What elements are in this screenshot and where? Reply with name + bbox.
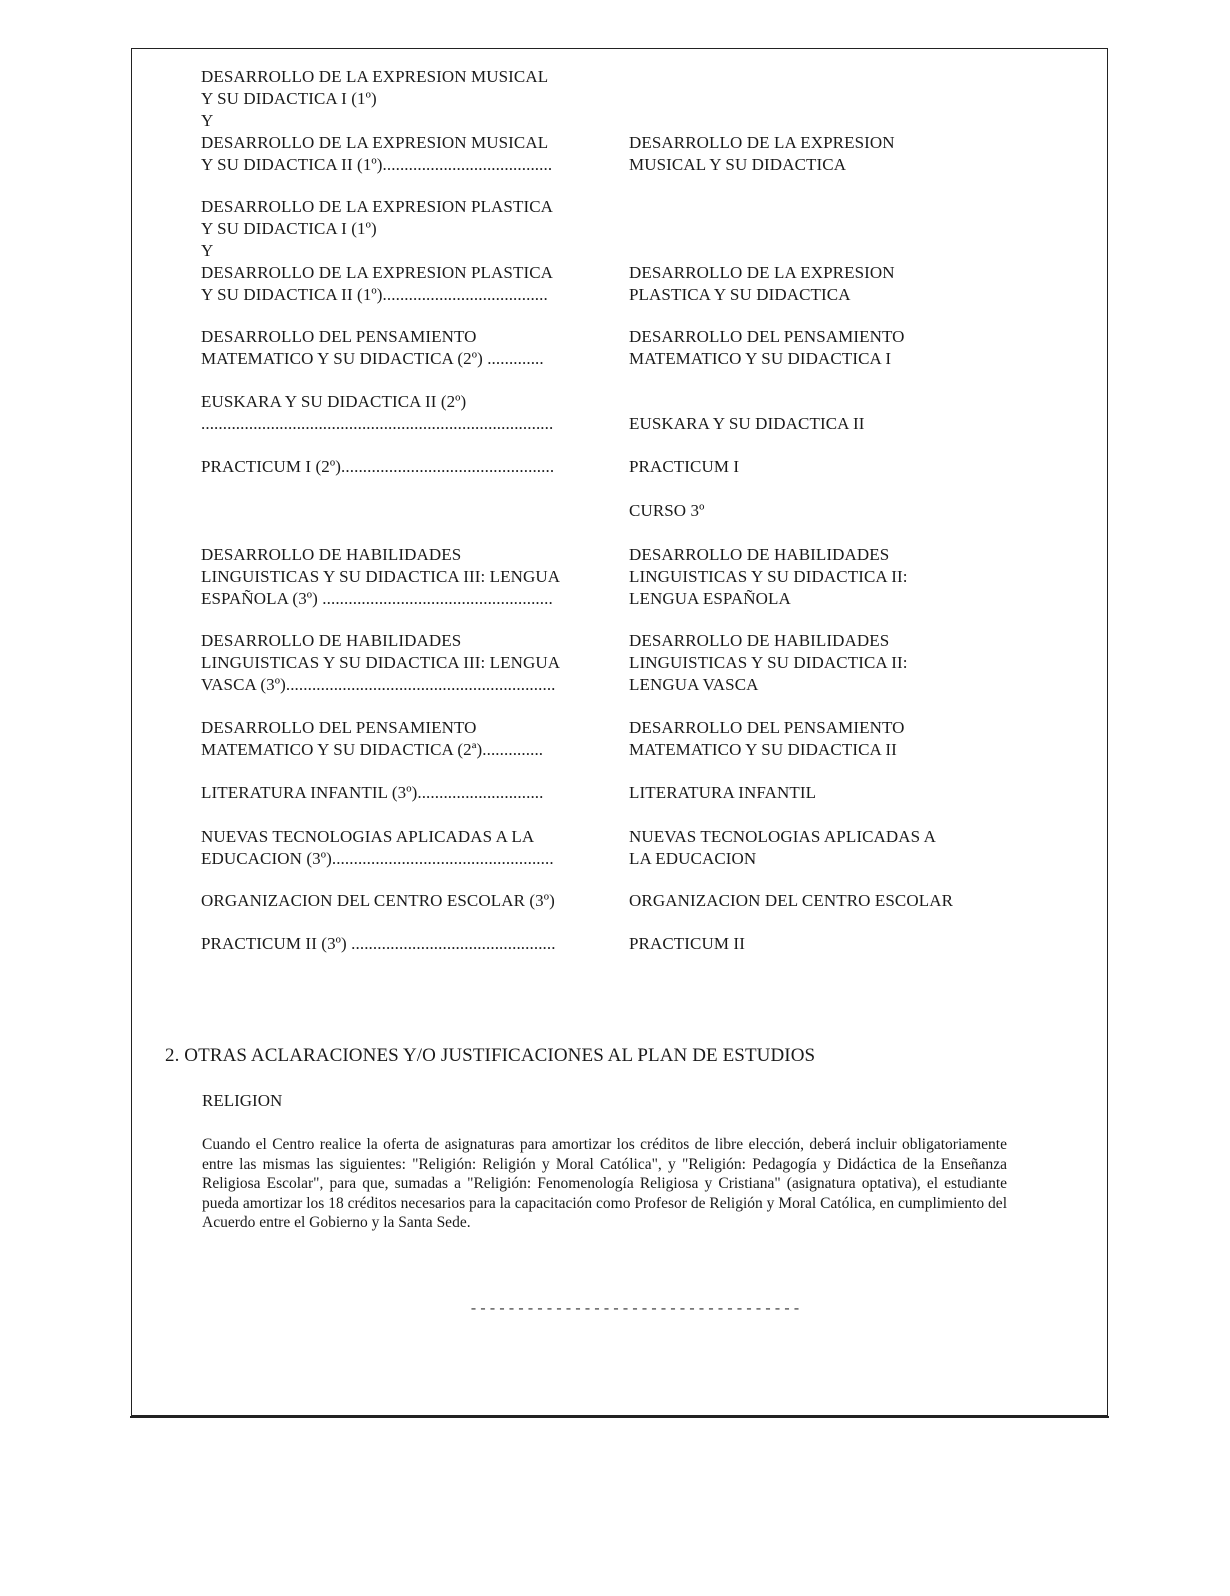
section-heading: 2. OTRAS ACLARACIONES Y/O JUSTIFICACIONES AL PLAN DE ESTUDIOS — [165, 1045, 816, 1066]
row-left-text: NUEVAS TECNOLOGIAS APLICADAS A LA EDUCACION (3º)................................................... — [201, 827, 554, 868]
row-right-text: DESARROLLO DE LA EXPRESION MUSICAL Y SU DIDACTICA — [629, 133, 895, 174]
row-right-text: DESARROLLO DEL PENSAMIENTO MATEMATICO Y SU DIDACTICA I — [629, 327, 905, 368]
row-right-text: DESARROLLO DE LA EXPRESION PLASTICA Y SU DIDACTICA — [629, 263, 895, 304]
end-marker: ----------------------------------- — [469, 1301, 802, 1318]
religion-subheading: RELIGION — [202, 1091, 283, 1110]
row-left-text: EUSKARA Y SU DIDACTICA II (2º) ................................................................................. — [201, 392, 554, 433]
row-left-text: DESARROLLO DEL PENSAMIENTO MATEMATICO Y SU DIDACTICA (2º) ............. — [201, 327, 544, 368]
row-left-text: LITERATURA INFANTIL (3º)............................. — [201, 783, 544, 802]
row-left-text: DESARROLLO DE HABILIDADES LINGUISTICAS Y SU DIDACTICA III: LENGUA VASCA (3º).............................................................. — [201, 631, 561, 694]
row-right-text: DESARROLLO DE HABILIDADES LINGUISTICAS Y SU DIDACTICA II: LENGUA VASCA — [629, 631, 908, 694]
row-right-text: PRACTICUM I — [629, 457, 740, 476]
row-left-text: PRACTICUM II (3º) ............................................... — [201, 934, 556, 953]
religion-paragraph: Cuando el Centro realice la oferta de asignaturas para amortizar los créditos de libre elección, deberá incluir obligatoriamente entre las mismas las siguientes: "Religión: Religión y Moral Católica", y "Religión: Pedagogía y Didáctica de la Enseñanza Religiosa Escolar", para que, sumadas a "Religión: Fenomenología Religiosa y Cristiana" (asignatura optativa), el estudiante pueda amortizar los 18 créditos necesarios para la capacitación como Profesor de Religión y Moral Católica, en cumplimiento del Acuerdo entre el Gobierno y la Santa Sede. — [202, 1136, 1007, 1231]
row-left-text: DESARROLLO DE LA EXPRESION MUSICAL Y SU DIDACTICA I (1º) Y DESARROLLO DE LA EXPRESION MUSICAL Y SU DIDACTICA II (1º)....................................... — [201, 67, 553, 174]
bottom-rule — [130, 1416, 1109, 1418]
row-right-text: LITERATURA INFANTIL — [629, 783, 817, 802]
row-right-text: DESARROLLO DE HABILIDADES LINGUISTICAS Y SU DIDACTICA II: LENGUA ESPAÑOLA — [629, 545, 908, 608]
row-right-text: PRACTICUM II — [629, 934, 745, 953]
row-right-text: EUSKARA Y SU DIDACTICA II — [629, 414, 865, 433]
row-right-text: NUEVAS TECNOLOGIAS APLICADAS A LA EDUCACION — [629, 827, 936, 868]
row-left-text: DESARROLLO DEL PENSAMIENTO MATEMATICO Y SU DIDACTICA (2ª).............. — [201, 718, 544, 759]
course-heading: CURSO 3º — [629, 501, 705, 520]
row-left-text: ORGANIZACION DEL CENTRO ESCOLAR (3º) — [201, 891, 555, 910]
row-right-text: ORGANIZACION DEL CENTRO ESCOLAR — [629, 891, 954, 910]
row-left-text: DESARROLLO DE HABILIDADES LINGUISTICAS Y SU DIDACTICA III: LENGUA ESPAÑOLA (3º) ..................................................... — [201, 545, 561, 608]
row-right-text: DESARROLLO DEL PENSAMIENTO MATEMATICO Y SU DIDACTICA II — [629, 718, 905, 759]
row-left-text: DESARROLLO DE LA EXPRESION PLASTICA Y SU DIDACTICA I (1º) Y DESARROLLO DE LA EXPRESION PLASTICA Y SU DIDACTICA II (1º)...................................... — [201, 197, 554, 304]
row-left-text: PRACTICUM I (2º)................................................. — [201, 457, 555, 476]
